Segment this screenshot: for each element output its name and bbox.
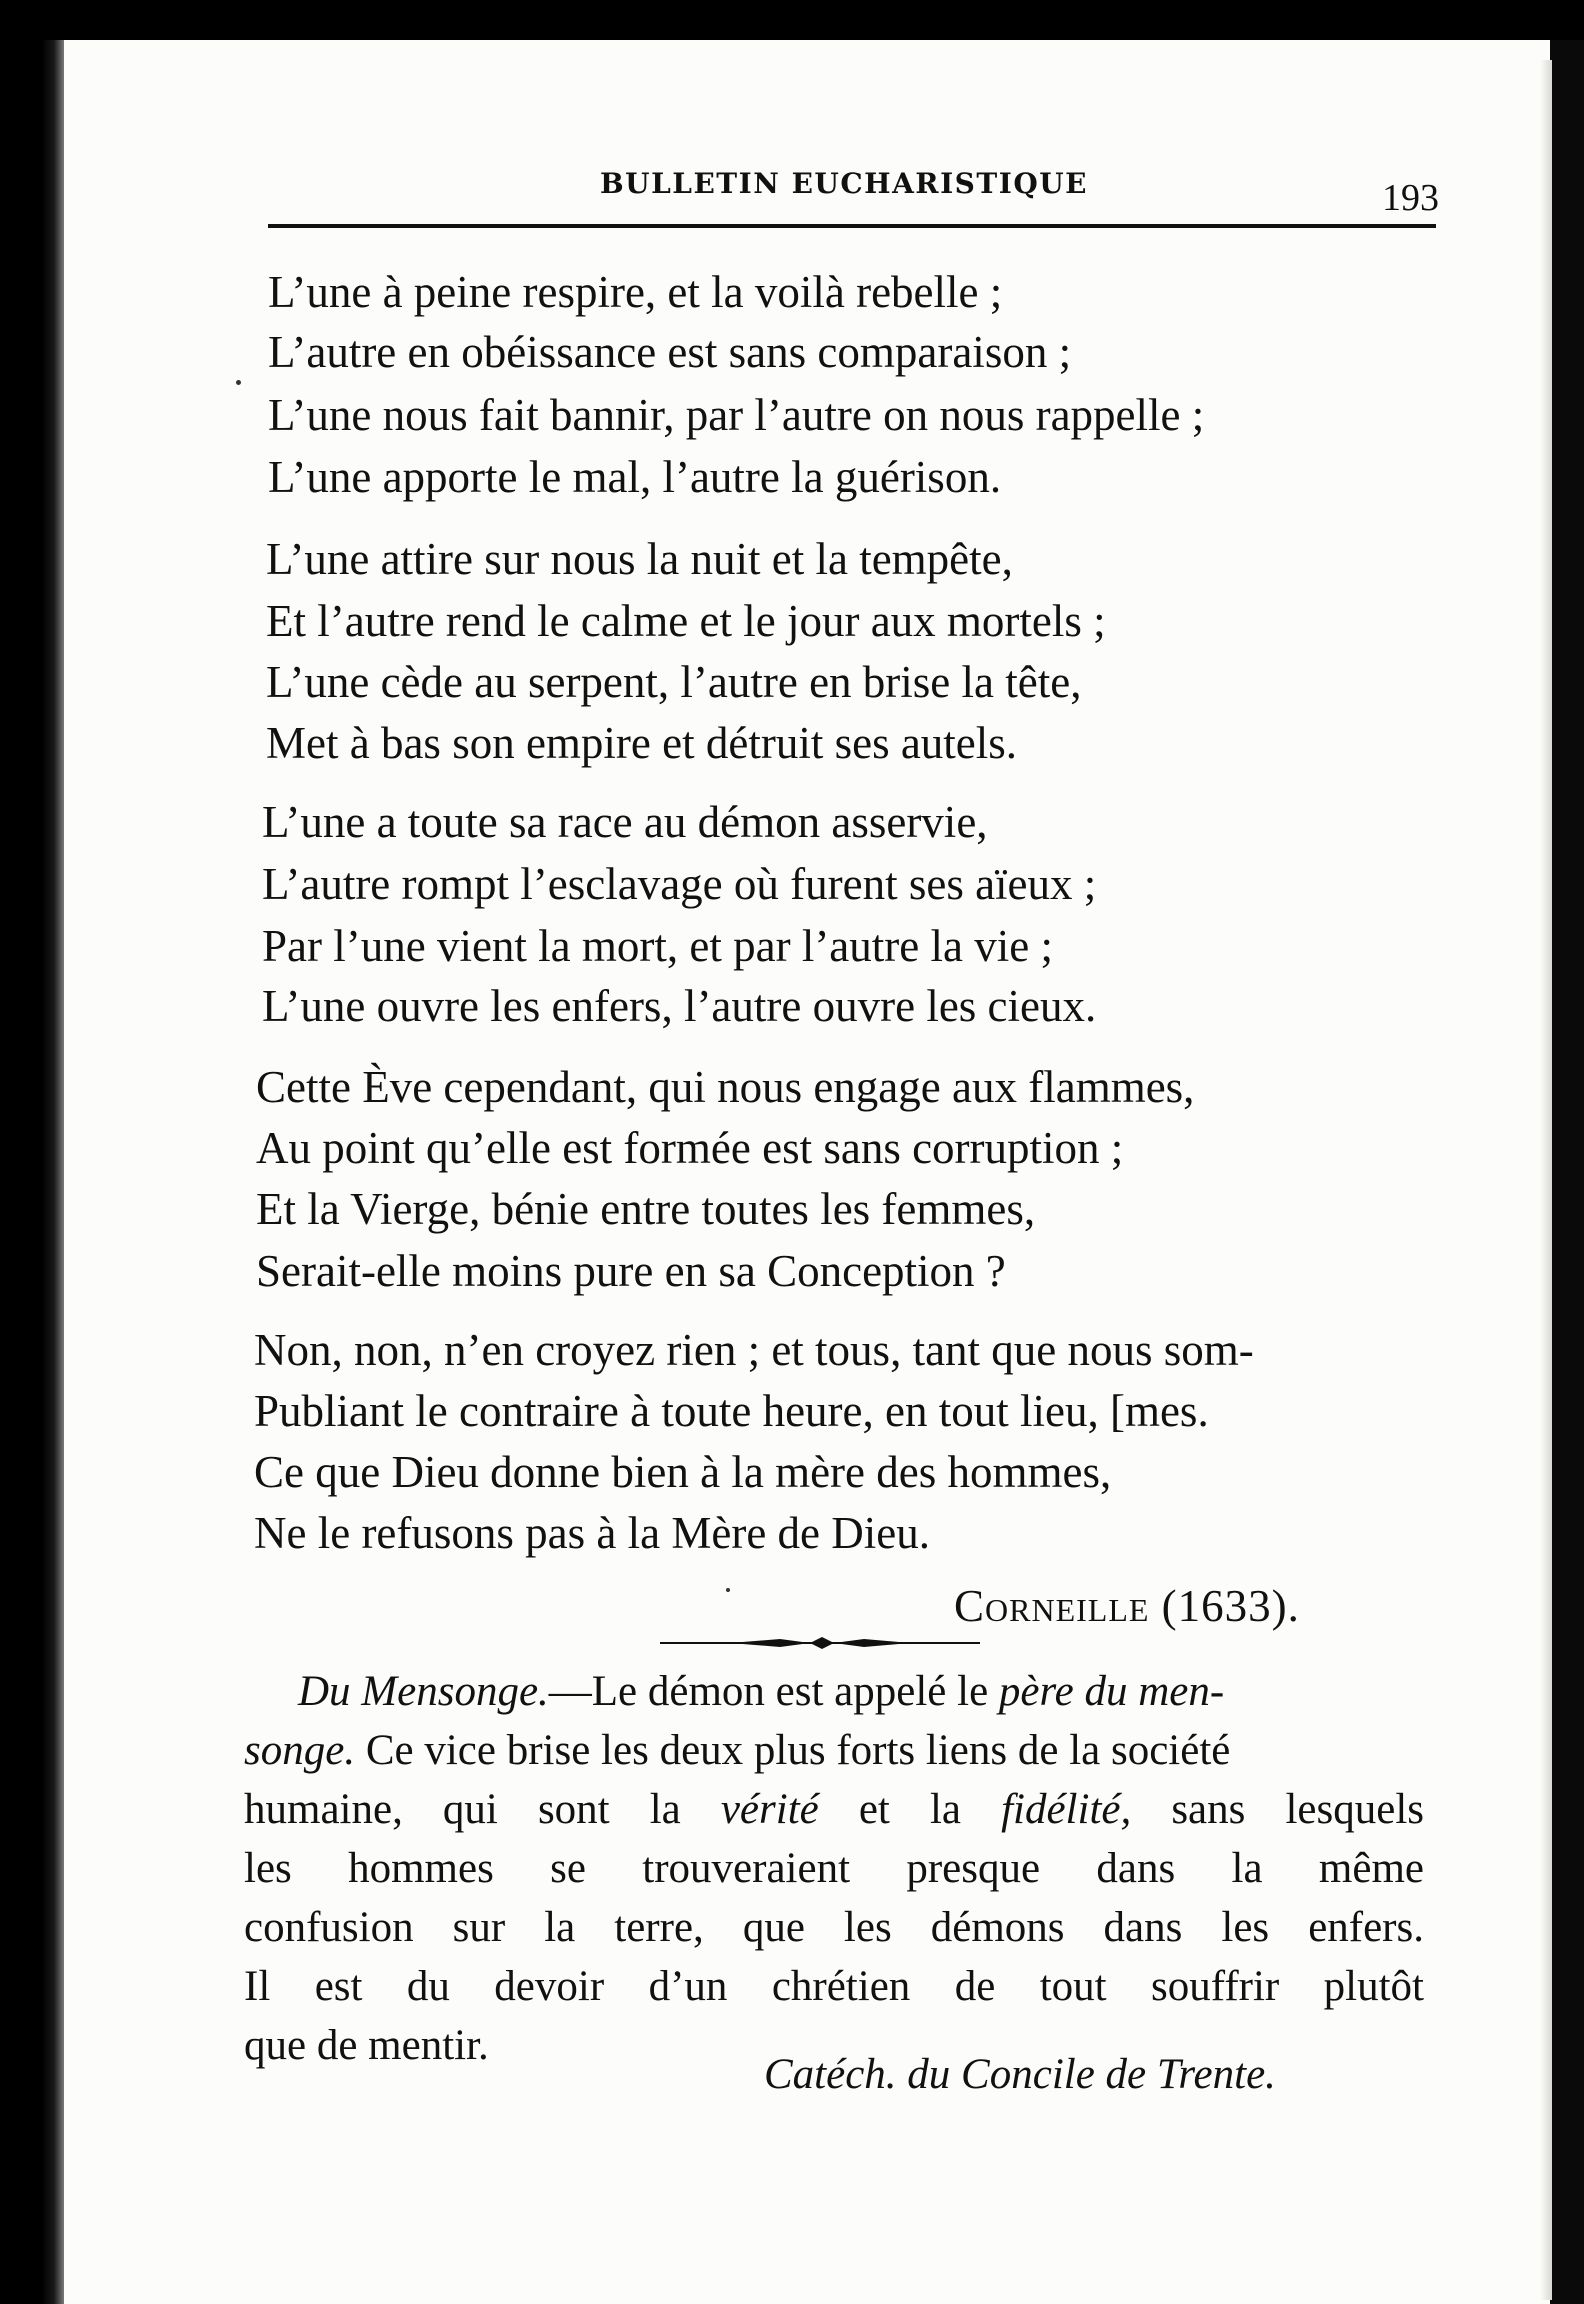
prose-text: et la [858, 1786, 961, 1833]
page-number: 193 [1382, 177, 1439, 219]
prose-line-5: confusion sur la terre, que les démons dans les enfers. [244, 1904, 1424, 1951]
prose-italic: vérité [720, 1786, 819, 1833]
poem-line-1: L’une à peine respire, et la voilà rebelle ; [268, 267, 1003, 317]
poem-line-11: Par l’une vient la mort, et par l’autre la vie ; [262, 921, 1053, 971]
prose-line-1 [298, 1670, 1224, 1713]
prose-text: —Le démon est appelé le [548, 1668, 989, 1715]
poem-line-20: Ne le refusons pas à la Mère de Dieu. [254, 1508, 930, 1558]
prose-text: Ce vice brise les deux plus forts liens de la société [365, 1727, 1231, 1774]
section-ornament [660, 1636, 980, 1650]
poem-line-7: L’une cède au serpent, l’autre en brise la tête, [266, 657, 1082, 707]
poem-line-17: Non, non, n’en croyez rien ; et tous, tant que nous som- [254, 1325, 1254, 1375]
poem-line-13: Cette Ève cependant, qui nous engage aux flammes, [256, 1062, 1195, 1112]
poem-line-4: L’une apporte le mal, l’autre la guérison. [268, 452, 1002, 502]
prose-italic: père du men- [998, 1668, 1225, 1715]
prose-line-4: les hommes se trouveraient presque dans la même [244, 1845, 1424, 1892]
poem-line-19: Ce que Dieu donne bien à la mère des hommes, [254, 1447, 1112, 1497]
poem-line-5: L’une attire sur nous la nuit et la tempête, [266, 534, 1013, 584]
poem-line-12: L’une ouvre les enfers, l’autre ouvre les cieux. [262, 981, 1097, 1031]
book-spine-shadow [42, 40, 64, 2304]
prose-line-7: que de mentir. [244, 2022, 489, 2069]
prose-italic: songe. [244, 1727, 356, 1774]
poem-line-2: L’autre en obéissance est sans comparaison ; [268, 327, 1072, 377]
paragraph-heading: Du Mensonge. [298, 1668, 549, 1715]
poem-line-18: Publiant le contraire à toute heure, en tout lieu, [mes. [254, 1386, 1209, 1436]
poem-line-10: L’autre rompt l’esclavage où furent ses aïeux ; [262, 859, 1097, 909]
header-rule [268, 224, 1436, 228]
poem-line-6: Et l’autre rend le calme et le jour aux mortels ; [266, 596, 1106, 646]
poem-line-8: Met à bas son empire et détruit ses autels. [266, 718, 1018, 768]
prose-line-2 [244, 1729, 1230, 1772]
print-speck [726, 1588, 730, 1592]
prose-text: sans lesquels [1171, 1786, 1425, 1833]
page-edge-shade [1540, 60, 1552, 2300]
prose-line-3 [244, 1788, 1424, 1831]
print-speck [236, 380, 241, 385]
poem-line-9: L’une a toute sa race au démon asservie, [262, 797, 988, 847]
scan-right-border [1550, 40, 1584, 2304]
prose-line-6: Il est du devoir d’un chrétien de tout souffrir plutôt [244, 1963, 1424, 2010]
poem-line-14: Au point qu’elle est formée est sans corruption ; [256, 1123, 1124, 1173]
running-head-title: BULLETIN EUCHARISTIQUE [600, 167, 1088, 200]
poem-line-16: Serait-elle moins pure en sa Conception ? [256, 1246, 1006, 1296]
poem-attribution: Corneille (1633). [954, 1581, 1300, 1631]
prose-italic: fidélité, [1001, 1786, 1132, 1833]
poem-line-15: Et la Vierge, bénie entre toutes les femmes, [256, 1184, 1036, 1234]
poem-line-3: L’une nous fait bannir, par l’autre on nous rappelle ; [268, 390, 1205, 440]
source-citation: Catéch. du Concile de Trente. [764, 2051, 1276, 2098]
prose-text: humaine, qui sont la [244, 1786, 681, 1833]
